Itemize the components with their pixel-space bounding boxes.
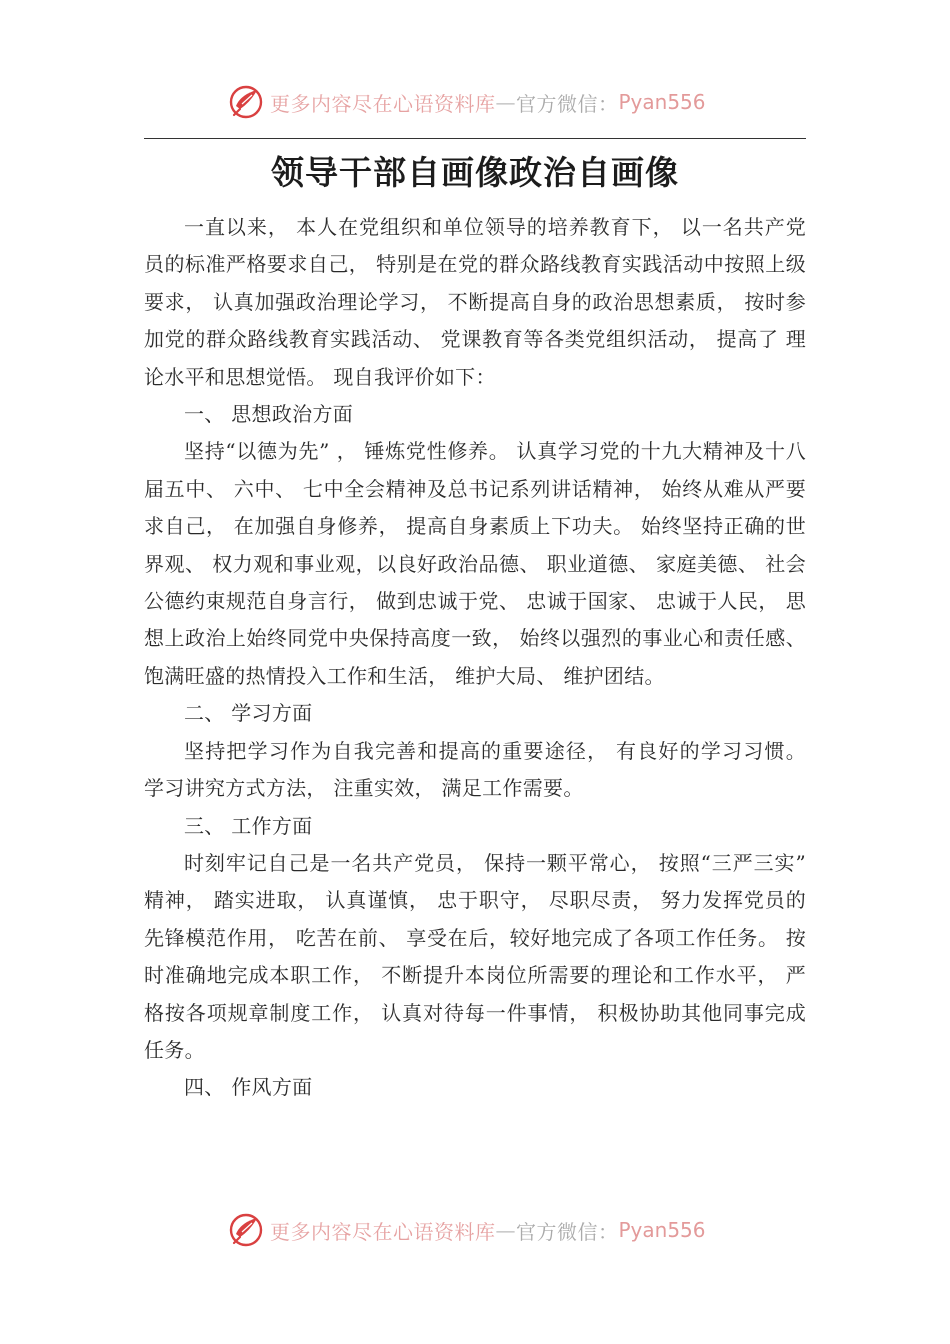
header-divider <box>144 138 806 139</box>
watermark-dash: — <box>495 90 516 114</box>
footer-watermark <box>0 1210 950 1250</box>
watermark-wechat-id: Pyan556 <box>618 90 706 114</box>
section-text-politics: 坚持“以德为先” ， 锤炼党性修养。 认真学习党的十九大精神及十八届五中、 六中、 七中全会精神及总书记系列讲话精神， 始终从难从严要求自己， 在加强自身修养， 提高自身素质上下功夫。 始终坚持正确的世界观、 权力观和事业观，以良好政治品德、 职业道德、 家庭美德、 社会公德约束规范自身言行， 做到忠诚于党、 忠诚于国家、 忠诚于人民， 思想上政治上始终同党中央保持高度一致， 始终以强烈的事业心和责任感、 饱满旺盛的热情投入工作和生活， 维护大局、 维护团结。 <box>144 439 806 688</box>
section-heading-study: 二、 学习方面 <box>184 701 313 726</box>
pen-logo-icon <box>228 1212 264 1248</box>
watermark-text: 更多内容尽在心语资料库 <box>270 1219 496 1244</box>
document-body <box>144 209 806 1107</box>
watermark-official-label: 官方微信： <box>516 1219 619 1244</box>
watermark-wechat-id: Pyan556 <box>618 1218 706 1242</box>
section-text-study: 坚持把学习作为自我完善和提高的重要途径， 有良好的学习习惯。 学习讲究方式方法， 注重实效， 满足工作需要。 <box>144 738 806 801</box>
intro-paragraph: 一直以来， 本人在党组织和单位领导的培养教育下， 以一名共产党员的标准严格要求自己， 特别是在党的群众路线教育实践活动中按照上级要求， 认真加强政治理论学习， 不断提高自身的政治思想素质， 按时参加党的群众路线教育实践活动、 党课教育等各类党组织活动， 提高了 理论水平和思想觉悟。 现自我评价如下： <box>144 215 806 389</box>
watermark-text: 更多内容尽在心语资料库 <box>270 91 496 116</box>
section-heading-style: 四、 作风方面 <box>184 1075 313 1100</box>
document-title: 领导干部自画像政治自画像 <box>271 153 679 192</box>
section-text-work: 时刻牢记自己是一名共产党员， 保持一颗平常心， 按照“三严三实” 精神， 踏实进取， 认真谨慎， 忠于职守， 尽职尽责， 努力发挥党员的先锋模范作用， 吃苦在前、 享受在后，较好地完成了各项工作任务。 按时准确地完成本职工作， 不断提升本岗位所需要的理论和工作水平， 严格按各项规章制度工作， 认真对待每一件事情， 积极协助其他同事完成任务。 <box>144 850 806 1062</box>
pen-logo-icon <box>228 84 264 120</box>
watermark-dash: — <box>495 1218 516 1242</box>
section-heading-work: 三、 工作方面 <box>184 813 313 838</box>
header-watermark <box>0 82 950 122</box>
section-heading-politics: 一、 思想政治方面 <box>184 402 354 427</box>
watermark-official-label: 官方微信： <box>516 91 619 116</box>
